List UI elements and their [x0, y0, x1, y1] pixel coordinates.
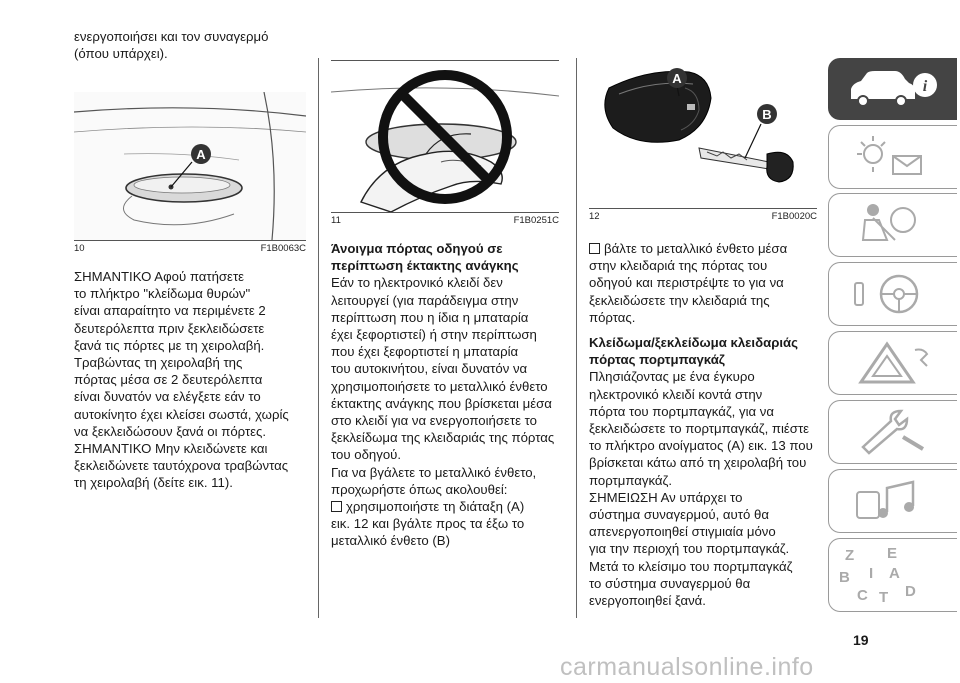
- checkbox-bullet-icon: [331, 501, 342, 512]
- step-line: [331, 498, 571, 515]
- column-separator: [318, 58, 319, 618]
- index-letter: D: [905, 583, 916, 600]
- body-line: που έχει ξεφορτιστεί η μπαταρία: [331, 344, 519, 360]
- index-letter: E: [887, 545, 898, 562]
- body-line: πορτμπαγκάζ.: [589, 472, 673, 488]
- callout-b-label: B: [762, 107, 772, 122]
- body-line: βρίσκεται κάτω από τη χειρολαβή του: [589, 455, 807, 471]
- callout-a-label: A: [196, 147, 206, 162]
- body-line: ενεργοποιηθεί ξανά.: [589, 593, 706, 609]
- body-line: περίπτωση που η ίδια η μπαταρία: [331, 309, 529, 325]
- watermark: carmanualsonline.info: [560, 653, 814, 681]
- body-line: για την περιοχή του πορτμπαγκάζ.: [589, 541, 790, 557]
- body-line: έχει ξεφορτιστεί) ή στην περίπτωση: [331, 327, 537, 343]
- body-line: να ξεκλειδώσουν ξανά οι πόρτες.: [74, 423, 267, 439]
- figure-code: F1B0251C: [513, 215, 559, 226]
- figure-rule: [331, 212, 559, 213]
- figure-11-no-handle-pull: [331, 62, 559, 212]
- body-line: χρησιμοποιήσετε το μεταλλικό ένθετο: [331, 378, 548, 394]
- tab-driving[interactable]: [828, 262, 957, 326]
- index-letter: B: [839, 569, 850, 586]
- body-line: ξεκλείδωμα της κλειδαριάς της πόρτας: [331, 430, 555, 446]
- column-3-body: [589, 240, 829, 609]
- step-text: βάλτε το μεταλλικό ένθετο μέσα: [604, 241, 788, 256]
- steering-wheel-icon: [843, 269, 943, 319]
- figure-number: 10: [74, 243, 85, 254]
- column-1-body: [74, 268, 314, 492]
- body-line: ΣΗΜΑΝΤΙΚΟ Αφού πατήσετε: [74, 269, 245, 284]
- index-letters-icon: [839, 543, 929, 607]
- warning-triangle-icon: [843, 338, 943, 388]
- body-line: ΣΗΜΑΝΤΙΚΟ Μην κλειδώνετε και: [74, 441, 268, 457]
- body-line: πόρτα του πορτμπαγκάζ, για να: [589, 403, 775, 419]
- step-line: ξεκλειδώσετε την κλειδαριά της: [589, 292, 770, 308]
- figure-10-door-handle: [74, 92, 306, 240]
- no-pull-illustration: [331, 62, 559, 212]
- index-letter: T: [879, 589, 889, 606]
- tab-multimedia[interactable]: [828, 469, 957, 533]
- body-line: Πλησιάζοντας με ένα έγκυρο: [589, 369, 755, 385]
- tab-warning-lights[interactable]: [828, 125, 957, 189]
- figure-10-caption: [74, 243, 306, 254]
- key-fob-illustration: [589, 58, 817, 208]
- step-line: πόρτας.: [589, 309, 636, 325]
- body-line: τη χειρολαβή (δείτε εικ. 11).: [74, 475, 233, 491]
- step-line: οδηγού και περιστρέψτε το για να: [589, 275, 784, 291]
- index-letter: Z: [845, 547, 855, 564]
- tab-safety[interactable]: [828, 193, 957, 257]
- warning-lights-icon: [843, 132, 943, 182]
- figure-12-key-fob: [589, 58, 817, 208]
- column-separator: [576, 58, 577, 618]
- multimedia-icon: [843, 476, 943, 526]
- body-line: ξανά τις πόρτες με τη χειρολαβή.: [74, 337, 265, 353]
- step-line: εικ. 12 και βγάλτε προς τα έξω το: [331, 516, 525, 532]
- body-line: έκτακτης ανάγκης που βρίσκεται μέσα: [331, 395, 552, 411]
- body-line: λειτουργεί (για παράδειγμα στην: [331, 292, 519, 308]
- step-line: μεταλλικό ένθετο (B): [331, 533, 450, 549]
- section-heading: Κλείδωμα/ξεκλείδωμα κλειδαριάς: [589, 335, 798, 351]
- index-letter: C: [857, 587, 868, 604]
- body-line: ξεκλειδώσετε το πορτμπαγκάζ, πιέστε: [589, 421, 810, 437]
- body-line: το σύστημα συναγερμού θα: [589, 575, 751, 591]
- door-handle-illustration: [74, 92, 306, 240]
- figure-number: 11: [331, 215, 341, 226]
- car-info-icon: [843, 65, 943, 113]
- figure-number: 12: [589, 211, 600, 222]
- intro-line: ενεργοποιήσει και τον συναγερμό: [74, 29, 269, 44]
- section-heading: πόρτας πορτμπαγκάζ: [589, 352, 725, 368]
- body-line: Εάν το ηλεκτρονικό κλειδί δεν: [331, 275, 503, 291]
- figure-top-rule: [331, 60, 559, 61]
- body-line: του οδηγού.: [331, 447, 402, 463]
- body-line: ηλεκτρονικό κλειδί κοντά στην: [589, 386, 763, 402]
- body-line: ΣΗΜΕΙΩΣΗ Αν υπάρχει το: [589, 489, 743, 505]
- tab-car-info[interactable]: [828, 58, 957, 120]
- index-letter: I: [869, 565, 874, 582]
- tab-service[interactable]: [828, 400, 957, 464]
- body-line: του αυτοκινήτου, είναι δυνατόν να: [331, 361, 528, 377]
- figure-11-caption: [331, 215, 559, 226]
- index-letter: A: [889, 565, 900, 582]
- step-text: χρησιμοποιήστε τη διάταξη (A): [346, 499, 525, 515]
- section-heading: Άνοιγμα πόρτας οδηγού σε: [331, 241, 503, 256]
- body-line: ξεκλειδώνετε ταυτόχρονα τραβώντας: [74, 458, 289, 474]
- figure-code: F1B0063C: [260, 243, 306, 254]
- tab-index[interactable]: [828, 538, 957, 612]
- body-line: στο κλειδί για να ενεργοποιήσετε το: [331, 413, 538, 429]
- body-line: Για να βγάλετε το μεταλλικό ένθετο,: [331, 464, 537, 480]
- intro-line: (όπου υπάρχει).: [74, 46, 168, 62]
- step-line: στην κλειδαριά της πόρτας του: [589, 258, 768, 274]
- tab-emergency[interactable]: [828, 331, 957, 395]
- body-line: αυτοκίνητο έχει κλείσει σωστά, χωρίς: [74, 406, 289, 422]
- svg-text:i: i: [922, 78, 928, 95]
- checkbox-bullet-icon: [589, 243, 600, 254]
- body-line: σύστημα συναγερμού, αυτό θα: [589, 507, 769, 523]
- body-line: το πλήκτρο ανοίγματος (A) εικ. 13 που: [589, 438, 813, 454]
- column-2-body: [331, 240, 571, 550]
- body-line: το πλήκτρο "κλείδωμα θυρών": [74, 286, 251, 302]
- airbag-safety-icon: [843, 200, 943, 250]
- callout-a-label: A: [672, 71, 682, 86]
- section-heading: περίπτωση έκτακτης ανάγκης: [331, 258, 519, 274]
- figure-rule: [589, 208, 817, 209]
- step-line: [589, 240, 829, 257]
- page-number: 19: [853, 632, 869, 648]
- body-line: είναι απαραίτητο να περιμένετε 2: [74, 303, 266, 319]
- body-line: απενεργοποιηθεί στιγμιαία μόνο: [589, 524, 776, 540]
- figure-rule: [74, 240, 306, 241]
- figure-code: F1B0020C: [771, 211, 817, 222]
- body-line: είναι δυνατόν να ελέγξετε εάν το: [74, 389, 261, 405]
- body-line: δευτερόλεπτα πριν ξεκλειδώσετε: [74, 320, 265, 336]
- figure-12-caption: [589, 211, 817, 222]
- body-line: Τραβώντας τη χειρολαβή της: [74, 355, 243, 371]
- body-line: Μετά το κλείσιμο του πορτμπαγκάζ: [589, 558, 793, 574]
- service-wrench-icon: [843, 407, 943, 457]
- body-line: προχωρήστε όπως ακολουθεί:: [331, 481, 508, 497]
- body-line: πόρτας μέσα σε 2 δευτερόλεπτα: [74, 372, 263, 388]
